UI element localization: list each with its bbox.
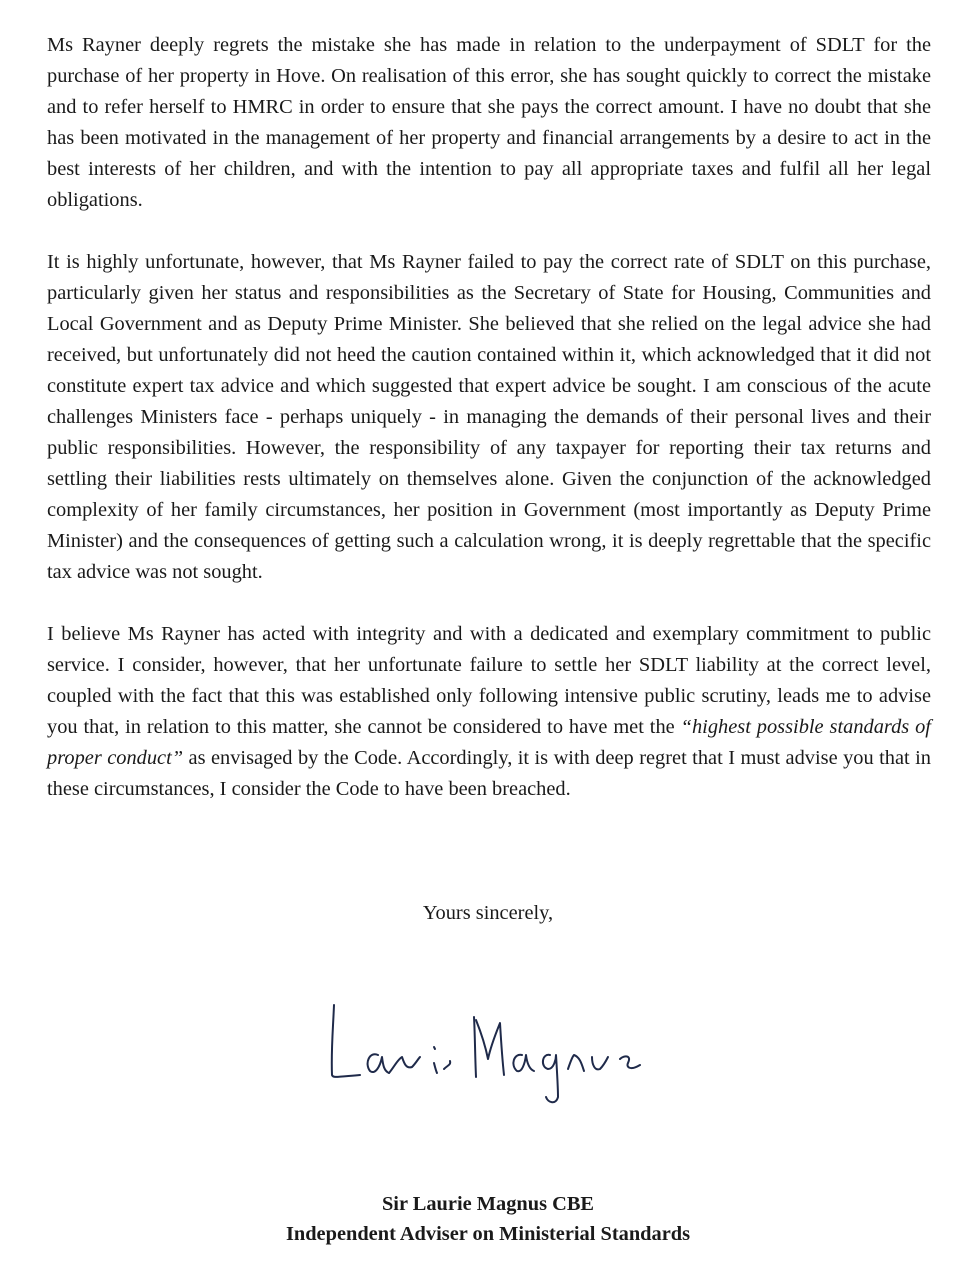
paragraph-3-text-start: I believe Ms Rayner has acted with integrity and with a dedicated and exemplary commitment to public service. I consider, however, that her unfortunate failure to settle her SDLT liability at the correct level, coupled with the fact that this was established only following intensive public scrutiny, leads me to advise you that, in relation to this matter, she cannot be considered to have met the [47,623,931,738]
signatory-name: Sir Laurie Magnus CBE [381,1193,595,1215]
closing-salutation: Yours sincerely, [422,902,554,924]
letter-body [47,30,931,805]
signatory-title: Independent Adviser on Ministerial Standards [285,1223,691,1245]
handwritten-signature [320,985,660,1120]
paragraph-3 [47,619,931,805]
paragraph-2: It is highly unfortunate, however, that Ms Rayner failed to pay the correct rate of SDLT on this purchase, particularly given her status and responsibilities as the Secretary of State for Housing, Communities and Local Government and as Deputy Prime Minister. She believed that she relied on the legal advice she had received, but unfortunately did not heed the caution contained within it, which acknowledged that it did not constitute expert tax advice and which suggested that expert advice be sought. I am conscious of the acute challenges Ministers face - perhaps uniquely - in managing the demands of their personal lives and their public responsibilities. However, the responsibility of any taxpayer for reporting their tax returns and settling their liabilities rests ultimately on themselves alone. Given the conjunction of the acknowledged complexity of her family circumstances, her position in Government (most importantly as Deputy Prime Minister) and the consequences of getting such a calculation wrong, it is deeply regrettable that the specific tax advice was not sought. [47,251,931,583]
paragraph-1: Ms Rayner deeply regrets the mistake she has made in relation to the underpayment of SDLT for the purchase of her property in Hove. On realisation of this error, she has sought quickly to correct the mistake and to refer herself to HMRC in order to ensure that she pays the correct amount. I have no doubt that she has been motivated in the management of her property and financial arrangements by a desire to act in the best interests of her children, and with the intention to pay all appropriate taxes and fulfil all her legal obligations. [47,34,931,211]
code-quote: “highest possible standards of proper conduct” [47,716,931,769]
paragraph-3-text-end: as envisaged by the Code. Accordingly, it is with deep regret that I must advise you that in these circumstances, I consider the Code to have been breached. [47,747,931,800]
